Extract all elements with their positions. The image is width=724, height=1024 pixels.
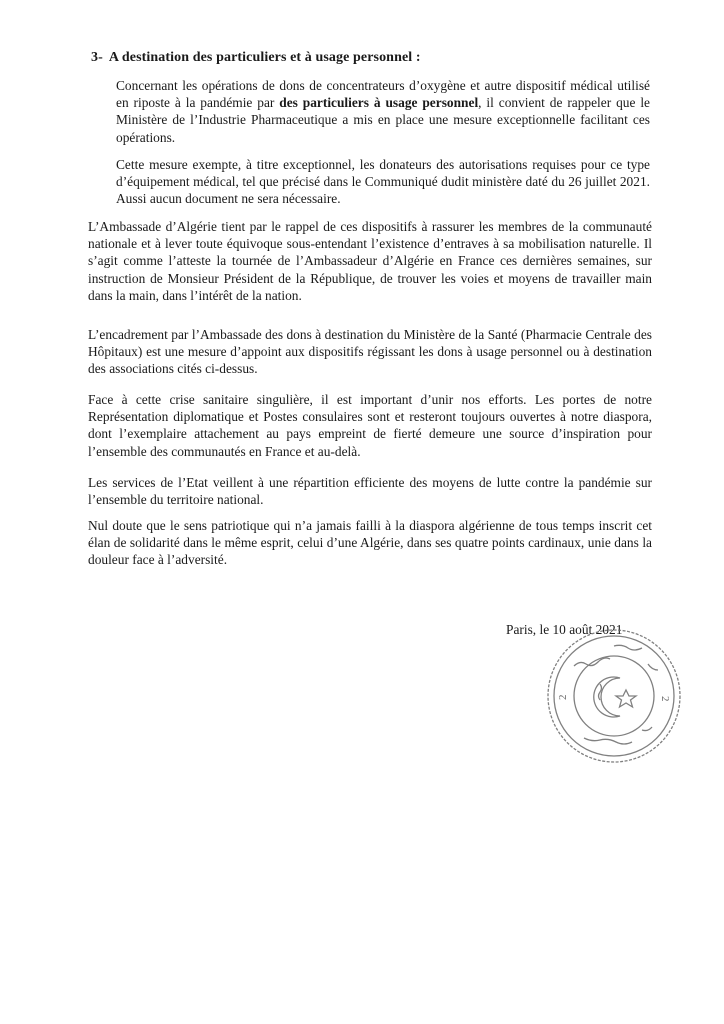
- paragraph-embassy-reassurance: L’Ambassade d’Algérie tient par le rappel de ces dispositifs à rassurer les membres de la communauté nationale et à lever toute équivoque sous-entendant l’existence d’entraves à sa mobilisation naturelle. Il s’agit comme l’atteste la tournée de l’Ambassadeur d’Algérie en France ces dernières semaines, sur instruction de Monsieur Président de la République, de trouver les voies et moyens de travailler main dans la main, dans l’intérêt de la nation.: [88, 219, 652, 303]
- seal-digit-left: 2: [557, 694, 569, 700]
- official-seal-stamp: [544, 626, 684, 766]
- paragraph-state-services: Les services de l’Etat veillent à une répartition efficiente des moyens de lutte contre la pandémie sur l’ensemble du territoire national.: [88, 475, 652, 508]
- paragraph-oxygen-donations: [116, 77, 650, 146]
- section-title: A destination des particuliers et à usage personnel :: [108, 50, 421, 65]
- paragraph-text: Concernant les opérations de dons de concentrateurs d’oxygène et autre dispositif médical utilisé en riposte à la pandémie par: [116, 78, 650, 111]
- signature-place-date: Paris, le 10 août 2021: [506, 622, 623, 637]
- paragraph-exemption: Cette mesure exempte, à titre exceptionnel, les donateurs des autorisations requises pour ce type d’équipement médical, tel que précisé dans le Communiqué dudit ministère daté du 26 juillet 2021. Aussi aucun document ne sera nécessaire.: [116, 157, 650, 207]
- paragraph-unite-efforts: Face à cette crise sanitaire singulière, il est important d’unir nos efforts. Les portes de notre Représentation diplomatique et Postes consulaires sont et resteront toujours ouvertes à notre diaspora, dont l’exemplaire attachement au pays empreint de fierté demeure une source d’inspiration pour l’ensemble des communautés en France et au-delà.: [88, 392, 652, 459]
- section-number: 3-: [91, 50, 103, 65]
- seal-digit-right: 2: [659, 696, 671, 702]
- paragraph-text: , il convient de rappeler que le Ministère de l’Industrie Pharmaceutique a mis en place une mesure exceptionnelle facilitant ces opérations.: [116, 95, 650, 145]
- section-heading: [91, 50, 421, 66]
- emphasis-text: des particuliers à usage personnel: [279, 95, 479, 111]
- paragraph-health-ministry: L’encadrement par l’Ambassade des dons à destination du Ministère de la Santé (Pharmacie Centrale des Hôpitaux) est une mesure d’appoint aux dispositifs régissant les dons à usage personnel ou à destination des associations cités ci-dessus.: [88, 327, 652, 377]
- paragraph-patriotism: Nul doute que le sens patriotique qui n’a jamais failli à la diaspora algérienne de tous temps inscrit cet élan de solidarité dans le même esprit, celui d’une Algérie, dans ses quatre points cardinaux, unie dans la douleur face à l’adversité.: [88, 518, 652, 568]
